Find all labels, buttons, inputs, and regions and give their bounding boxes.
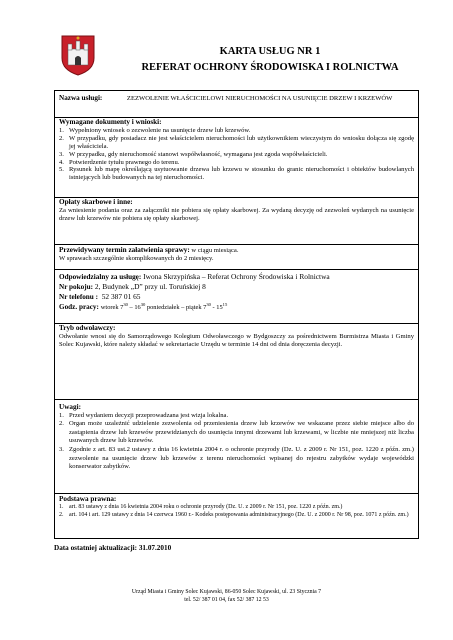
responsible-section — [55, 269, 418, 323]
notes-list — [59, 412, 414, 472]
phone-value: 52 387 01 65 — [101, 292, 141, 301]
processing-time-value: w ciągu miesiąca. — [191, 247, 239, 254]
room-label: Nr pokoju: — [59, 283, 94, 291]
footer-address: Urząd Miasta i Gminy Solec Kujawski, 86-050 Solec Kujawski, ul. 23 Stycznia 7 — [131, 589, 322, 595]
legal-basis-list — [59, 504, 414, 519]
page-title — [120, 44, 420, 76]
legal-basis-label: Podstawa prawna: — [59, 495, 117, 503]
list-item: 1. Przed wydaniem decyzji przeprowadzana jest wizja lokalna. — [59, 411, 229, 419]
list-item: 3. Zgodnie z art. 83 ust.2 ustawy z dnia 16 kwietnia 2004 r. o ochronie przyrody (Dz. U. z 2009 r. Nr 151, poz. 1220 z późn. zm.) zezwolenie na usunięcie drzew lub krzewów z terenu nieruchomości wpisanej do rejestru zabytków wydaje wojewódzki konserwator zabytków. — [59, 445, 414, 471]
list-item: 3. W przypadku, gdy nieruchomość stanowi współwłasność, wymagana jest zgoda współwłaścicieli. — [59, 150, 328, 158]
service-name-label: Nazwa usługi: — [59, 94, 103, 102]
required-docs-list — [59, 127, 414, 182]
list-item: 2. art. 104 i art. 129 ustawy z dnia 14 czerwca 1960 r.- Kodeks postępowania administracyjnego (Dz. U. z 2000 r. Nr 98, poz. 1071 z późn. zm.) — [59, 511, 409, 518]
coat-of-arms-icon — [60, 34, 96, 76]
last-updated: Data ostatniej aktualizacji: 31.07.2010 — [54, 544, 172, 552]
list-item: 2. W przypadku, gdy posiadacz nie jest właścicielem nieruchomości lub użytkownikiem wieczystym do wniosku dołącza się zgodę jej właściciela. — [59, 134, 414, 150]
processing-time-note: W sprawach szczególnie skomplikowanych do 2 miesięcy. — [59, 254, 214, 262]
title-line-1: KARTA USŁUG NR 1 — [219, 46, 321, 57]
room-value: 2, Budynek „D” przy ul. Toruńskiej 8 — [94, 282, 206, 291]
service-card — [54, 90, 419, 539]
notes-section — [55, 399, 418, 493]
legal-basis-section — [55, 493, 418, 539]
appeal-section — [55, 323, 418, 367]
list-item: 4. Potwierdzenie tytułu prawnego do terenu. — [59, 158, 180, 166]
working-hours: Godz. pracy: wtorek $7^{30} - 16^{30}$ poniedziałek – piątek $7^{30} - 15^{15}$ — [59, 302, 228, 311]
responsible-label: Odpowiedzialny za usługę: — [59, 273, 142, 281]
service-name-value: ZEZWOLENIE WŁAŚCICIELOWI NIERUCHOMOŚCI NA USUNIĘCIE DRZEW I KRZEWÓW — [126, 95, 393, 102]
footer — [0, 588, 453, 604]
list-item: 1. Wypełniony wniosek o zezwolenie na usunięcie drzew lub krzewów. — [59, 126, 251, 134]
notes-label: Uwagi: — [59, 403, 81, 411]
list-item: 1. art. 83 ustawy z dnia 16 kwietnia 2004 roku o ochronie przyrody (Dz. U. z 2009 r. Nr 151, poz. 1220 z późn. zm.) — [59, 503, 343, 510]
footer-contact: tel. 52/ 387 01 04, fax 52/ 387 12 53 — [184, 597, 269, 603]
fees-label: Opłaty skarbowe i inne: — [59, 198, 133, 206]
required-docs-section — [55, 117, 418, 197]
required-docs-label: Wymagane dokumenty i wnioski: — [59, 118, 162, 126]
processing-time-section — [55, 244, 418, 266]
appeal-label: Tryb odwoławczy: — [59, 324, 116, 332]
list-item: 5. Rysunek lub mapę określającą usytuowanie drzewa lub krzewu w stosunku do granic nieruchomości i obiektów budowlanych istniejących lub budowanych na tej nieruchomości. — [59, 166, 414, 182]
processing-time-label: Przewidywany termin załatwienia sprawy: — [59, 246, 190, 254]
fees-section — [55, 197, 418, 236]
fees-text: Za wniesienie podania oraz za załączniki nie pobiera się opłaty skarbowej. Za wydaną decyzję od zezwoleń wydanych na usunięcie drzew lub krzewów nie pobiera się opłaty skarbowej. — [59, 206, 414, 222]
title-line-2: REFERAT OCHRONY ŚRODOWISKA I ROLNICTWA — [141, 62, 399, 73]
list-item: 2. Organ może uzależnić udzielenie zezwolenia od przeniesienia drzew lub krzewów we wskazane przez siebie miejsce albo do zastąpienia drzew lub krzewów przewidzianych do usunięcia innymi drzewami lub krzewami, w liczbie nie mniejszej niż liczba usuwanych drzew lub krzewów. — [59, 420, 414, 445]
responsible-value: Iwona Skrzypińska – Referat Ochrony Środowiska i Rolnictwa — [143, 272, 330, 281]
appeal-text: Odwołanie wnosi się do Samorządowego Kolegium Odwoławczego w Bydgoszczy za pośrednictwem Burmistrza Miasta i Gminy Solec Kujawski, które należy składać w sekretariacie Urzędu w terminie 14 dni od dnia doręczenia decyzji. — [59, 332, 414, 348]
phone-label: Nr telefonu : — [59, 293, 98, 301]
service-name-section — [55, 91, 418, 115]
